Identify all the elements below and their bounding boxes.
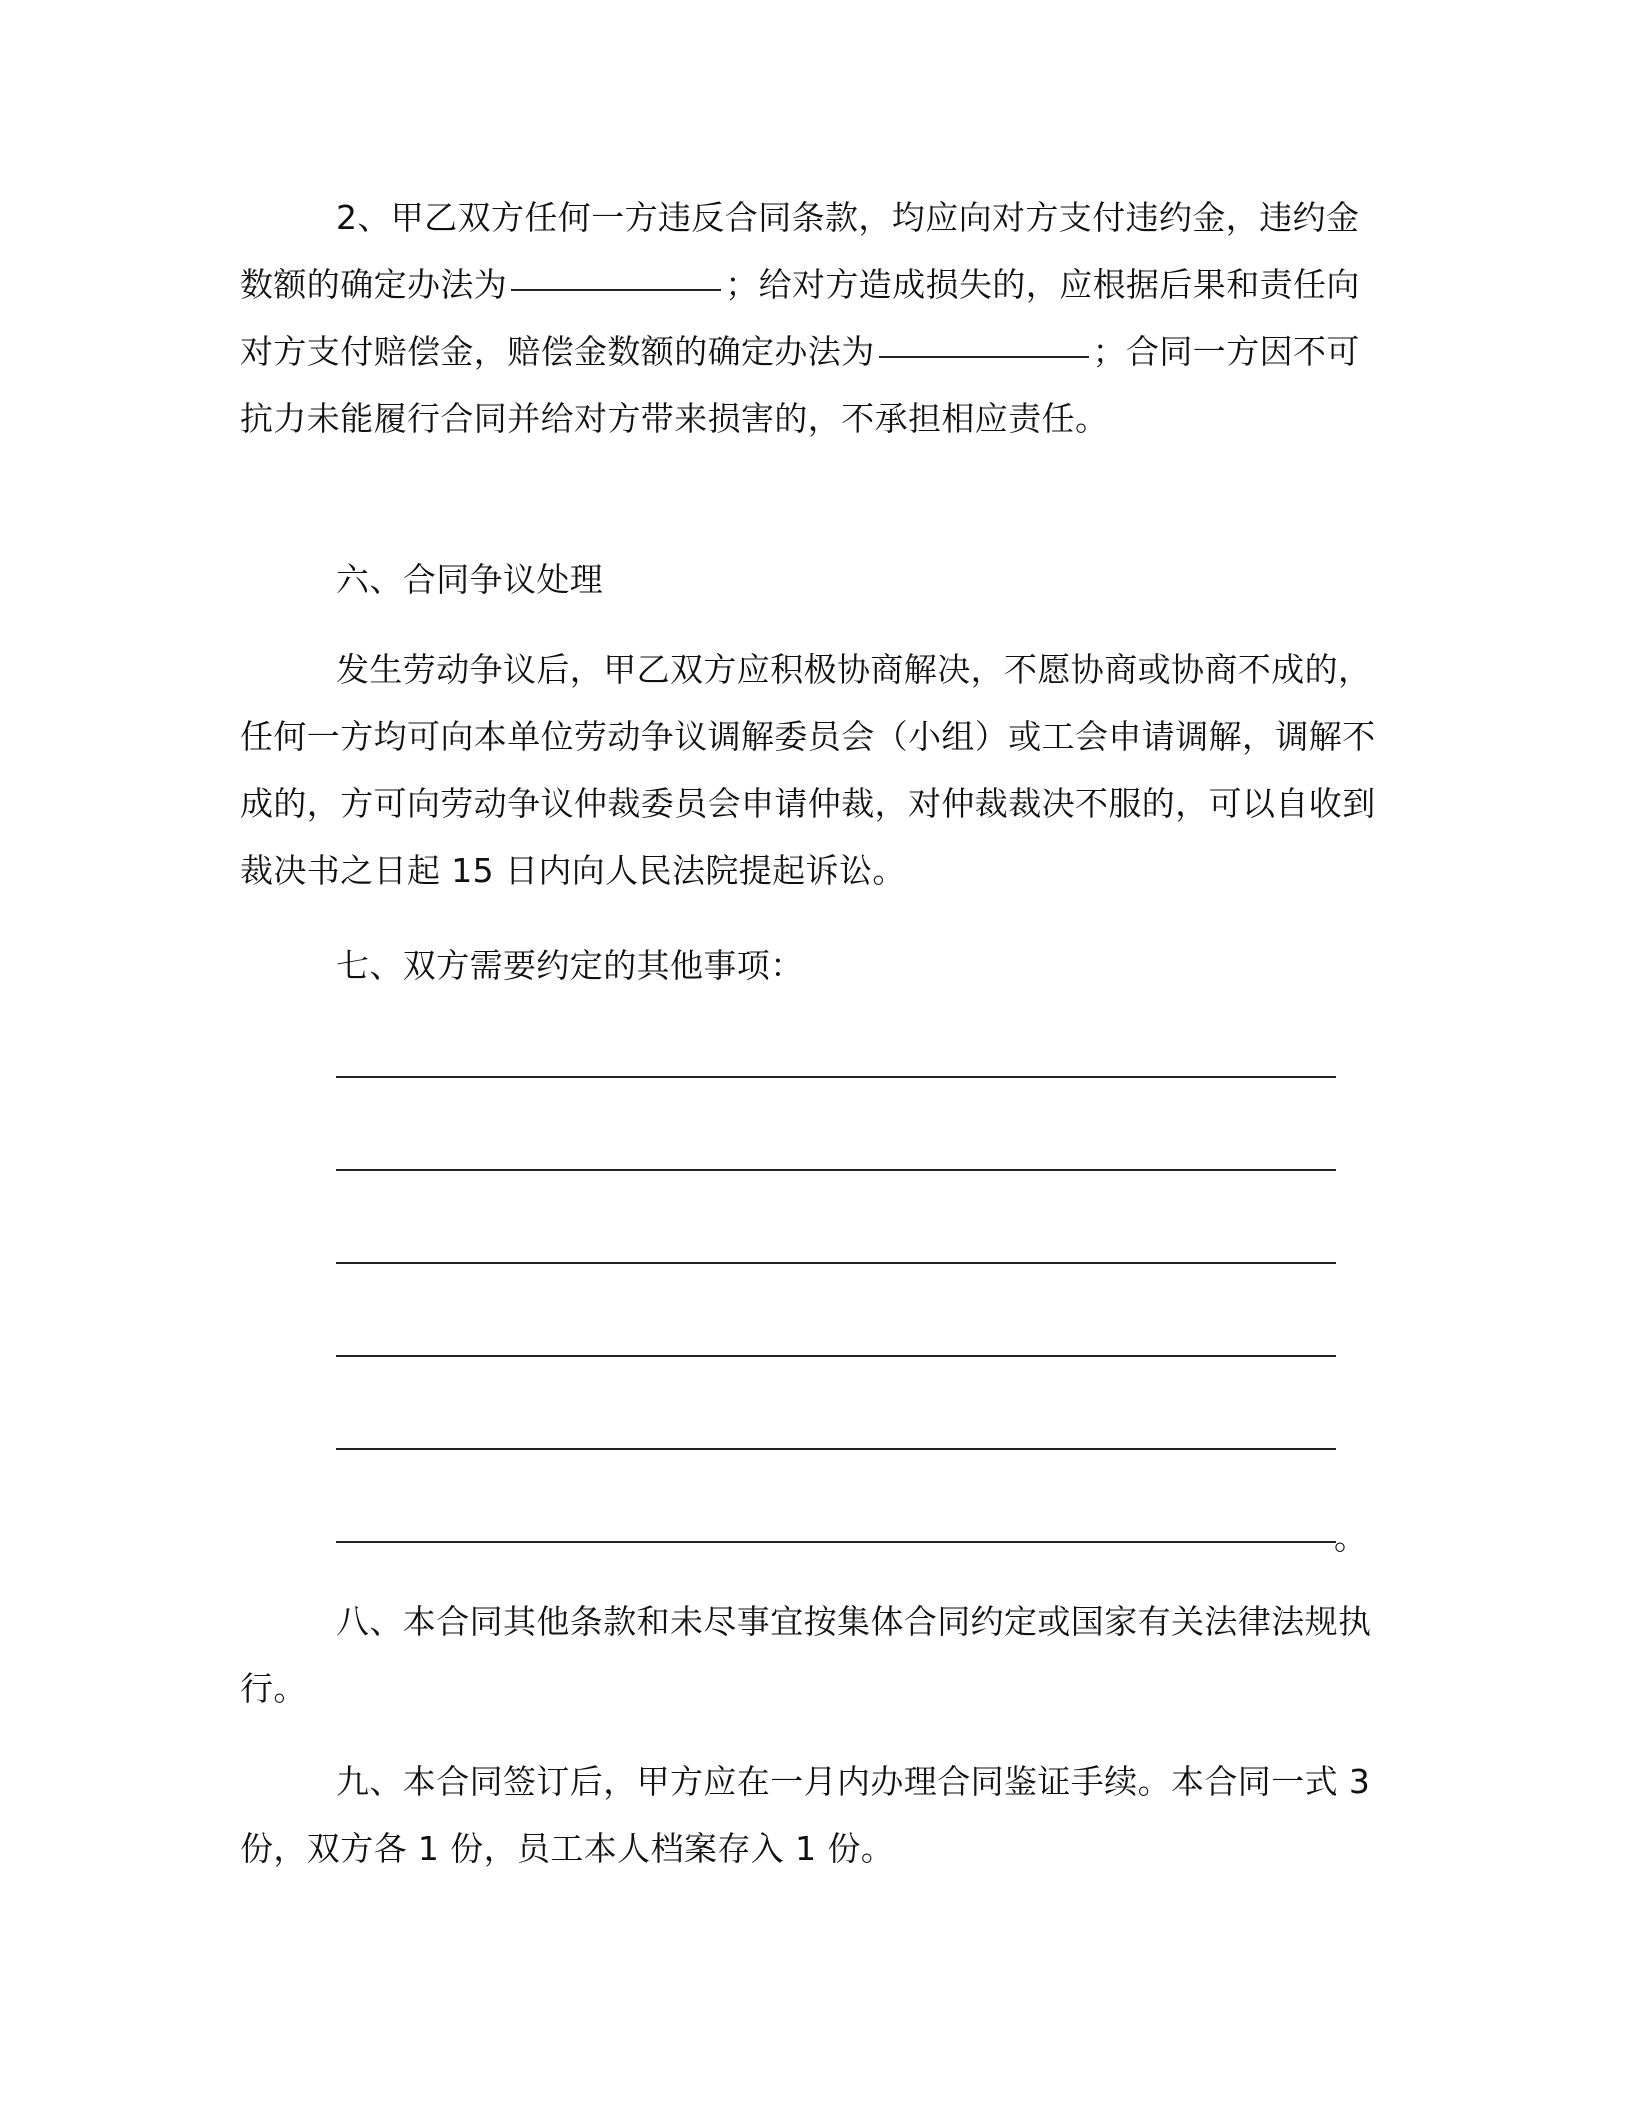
section-6-heading: 六、合同争议处理 xyxy=(336,560,604,599)
section-8-body: 八、本合同其他条款和未尽事宜按集体合同约定或国家有关法律法规执行。 xyxy=(240,1602,1372,1708)
penalty-method-blank[interactable] xyxy=(511,289,721,291)
clause-5-item-2-part3: ；合同一方因不可抗力未能履行合同并给对方带来损害的，不承担相应责任。 xyxy=(240,332,1360,438)
section-9-body: 九、本合同签订后，甲方应在一月内办理合同鉴证手续。本合同一式 3 份，双方各 1 份，员工本人档案存入 1 份。 xyxy=(240,1762,1371,1868)
section-7-heading: 七、双方需要约定的其他事项： xyxy=(336,946,804,985)
blank-line-1[interactable] xyxy=(336,1076,1336,1078)
clause-5-item-2-part1: 2、甲乙双方任何一方违反合同条款，均应向对方支付违约金，违约金数额的确定办法为 xyxy=(240,198,1360,304)
clause-5-item-2-part2: ；给对方造成损失的，应根据后果和责任向对方支付赔偿金，赔偿金数额的确定办法为 xyxy=(240,265,1360,371)
clause-5-item-2 xyxy=(240,184,1378,452)
blank-line-2[interactable] xyxy=(336,1169,1336,1171)
blank-line-3[interactable] xyxy=(336,1262,1336,1264)
section-7-end-mark: 。 xyxy=(1334,1518,1367,1557)
blank-line-5[interactable] xyxy=(336,1448,1336,1450)
section-6-body: 发生劳动争议后，甲乙双方应积极协商解决，不愿协商或协商不成的，任何一方均可向本单位劳动争议调解委员会（小组）或工会申请调解，调解不成的，方可向劳动争议仲裁委员会申请仲裁，对仲裁裁决不服的，可以自收到裁决书之日起 15 日内向人民法院提起诉讼。 xyxy=(240,650,1376,890)
blank-line-4[interactable] xyxy=(336,1355,1336,1357)
compensation-method-blank[interactable] xyxy=(879,356,1089,358)
blank-line-6[interactable] xyxy=(336,1541,1336,1543)
